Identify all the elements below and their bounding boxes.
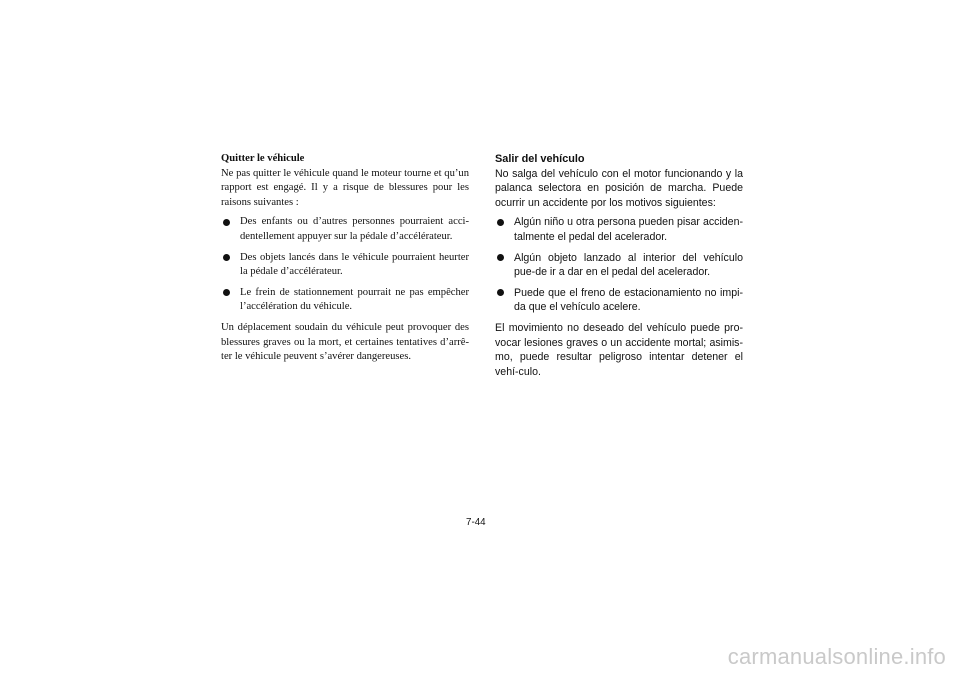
page-number: 7-44 — [466, 517, 486, 528]
bullet-icon — [497, 219, 504, 226]
list-item-text: Des enfants ou d’autres personnes pourraient acci-dentellement appuyer sur la pédale d’accélérateur. — [240, 216, 469, 242]
spanish-intro: No salga del vehículo con el motor funcionando y la palanca selectora en posición de marcha. Puede ocurrir un accidente por los motivos siguientes: — [495, 167, 743, 209]
list-item — [495, 251, 743, 280]
bullet-icon — [497, 254, 504, 261]
list-item — [221, 286, 469, 315]
french-closing: Un déplacement soudain du véhicule peut provoquer des blessures graves ou la mort, et certaines tentatives d’arrê-ter le véhicule peuvent s’avérer dangereuses. — [221, 321, 469, 363]
list-item-text: Algún objeto lanzado al interior del vehículo pue-de ir a dar en el pedal del acelerador. — [514, 251, 743, 279]
french-heading: Quitter le véhicule — [221, 153, 305, 164]
french-bullet-list — [221, 215, 469, 315]
bullet-icon — [223, 219, 230, 226]
spanish-closing: El movimiento no deseado del vehículo puede pro-vocar lesiones graves o un accidente mortal; asimis-mo, puede resultar peligroso intentar detener el vehí-culo. — [495, 321, 743, 378]
list-item-text: Des objets lancés dans le véhicule pourraient heurter la pédale d’accélérateur. — [240, 251, 469, 278]
bullet-icon — [223, 254, 230, 261]
list-item — [221, 215, 469, 244]
spanish-bullet-list — [495, 215, 743, 315]
list-item-text: Algún niño u otra persona pueden pisar acciden-talmente el pedal del acelerador. — [514, 216, 743, 243]
list-item-text: Le frein de stationnement pourrait ne pas empêcher l’accélération du véhicule. — [240, 286, 469, 313]
watermark: carmanualsonline.info — [727, 644, 946, 669]
list-item — [495, 286, 743, 315]
bullet-icon — [223, 289, 230, 296]
spanish-heading: Salir del vehículo — [495, 153, 585, 165]
spanish-column — [495, 152, 743, 384]
list-item-text: Puede que el freno de estacionamiento no impi-da que el vehículo acelere. — [514, 286, 743, 314]
french-column — [221, 152, 469, 370]
french-intro: Ne pas quitter le véhicule quand le moteur tourne et qu’un rapport est engagé. Il y a risque de blessures pour les raisons suivantes : — [221, 167, 469, 208]
list-item — [221, 251, 469, 280]
bullet-icon — [497, 289, 504, 296]
list-item — [495, 215, 743, 244]
